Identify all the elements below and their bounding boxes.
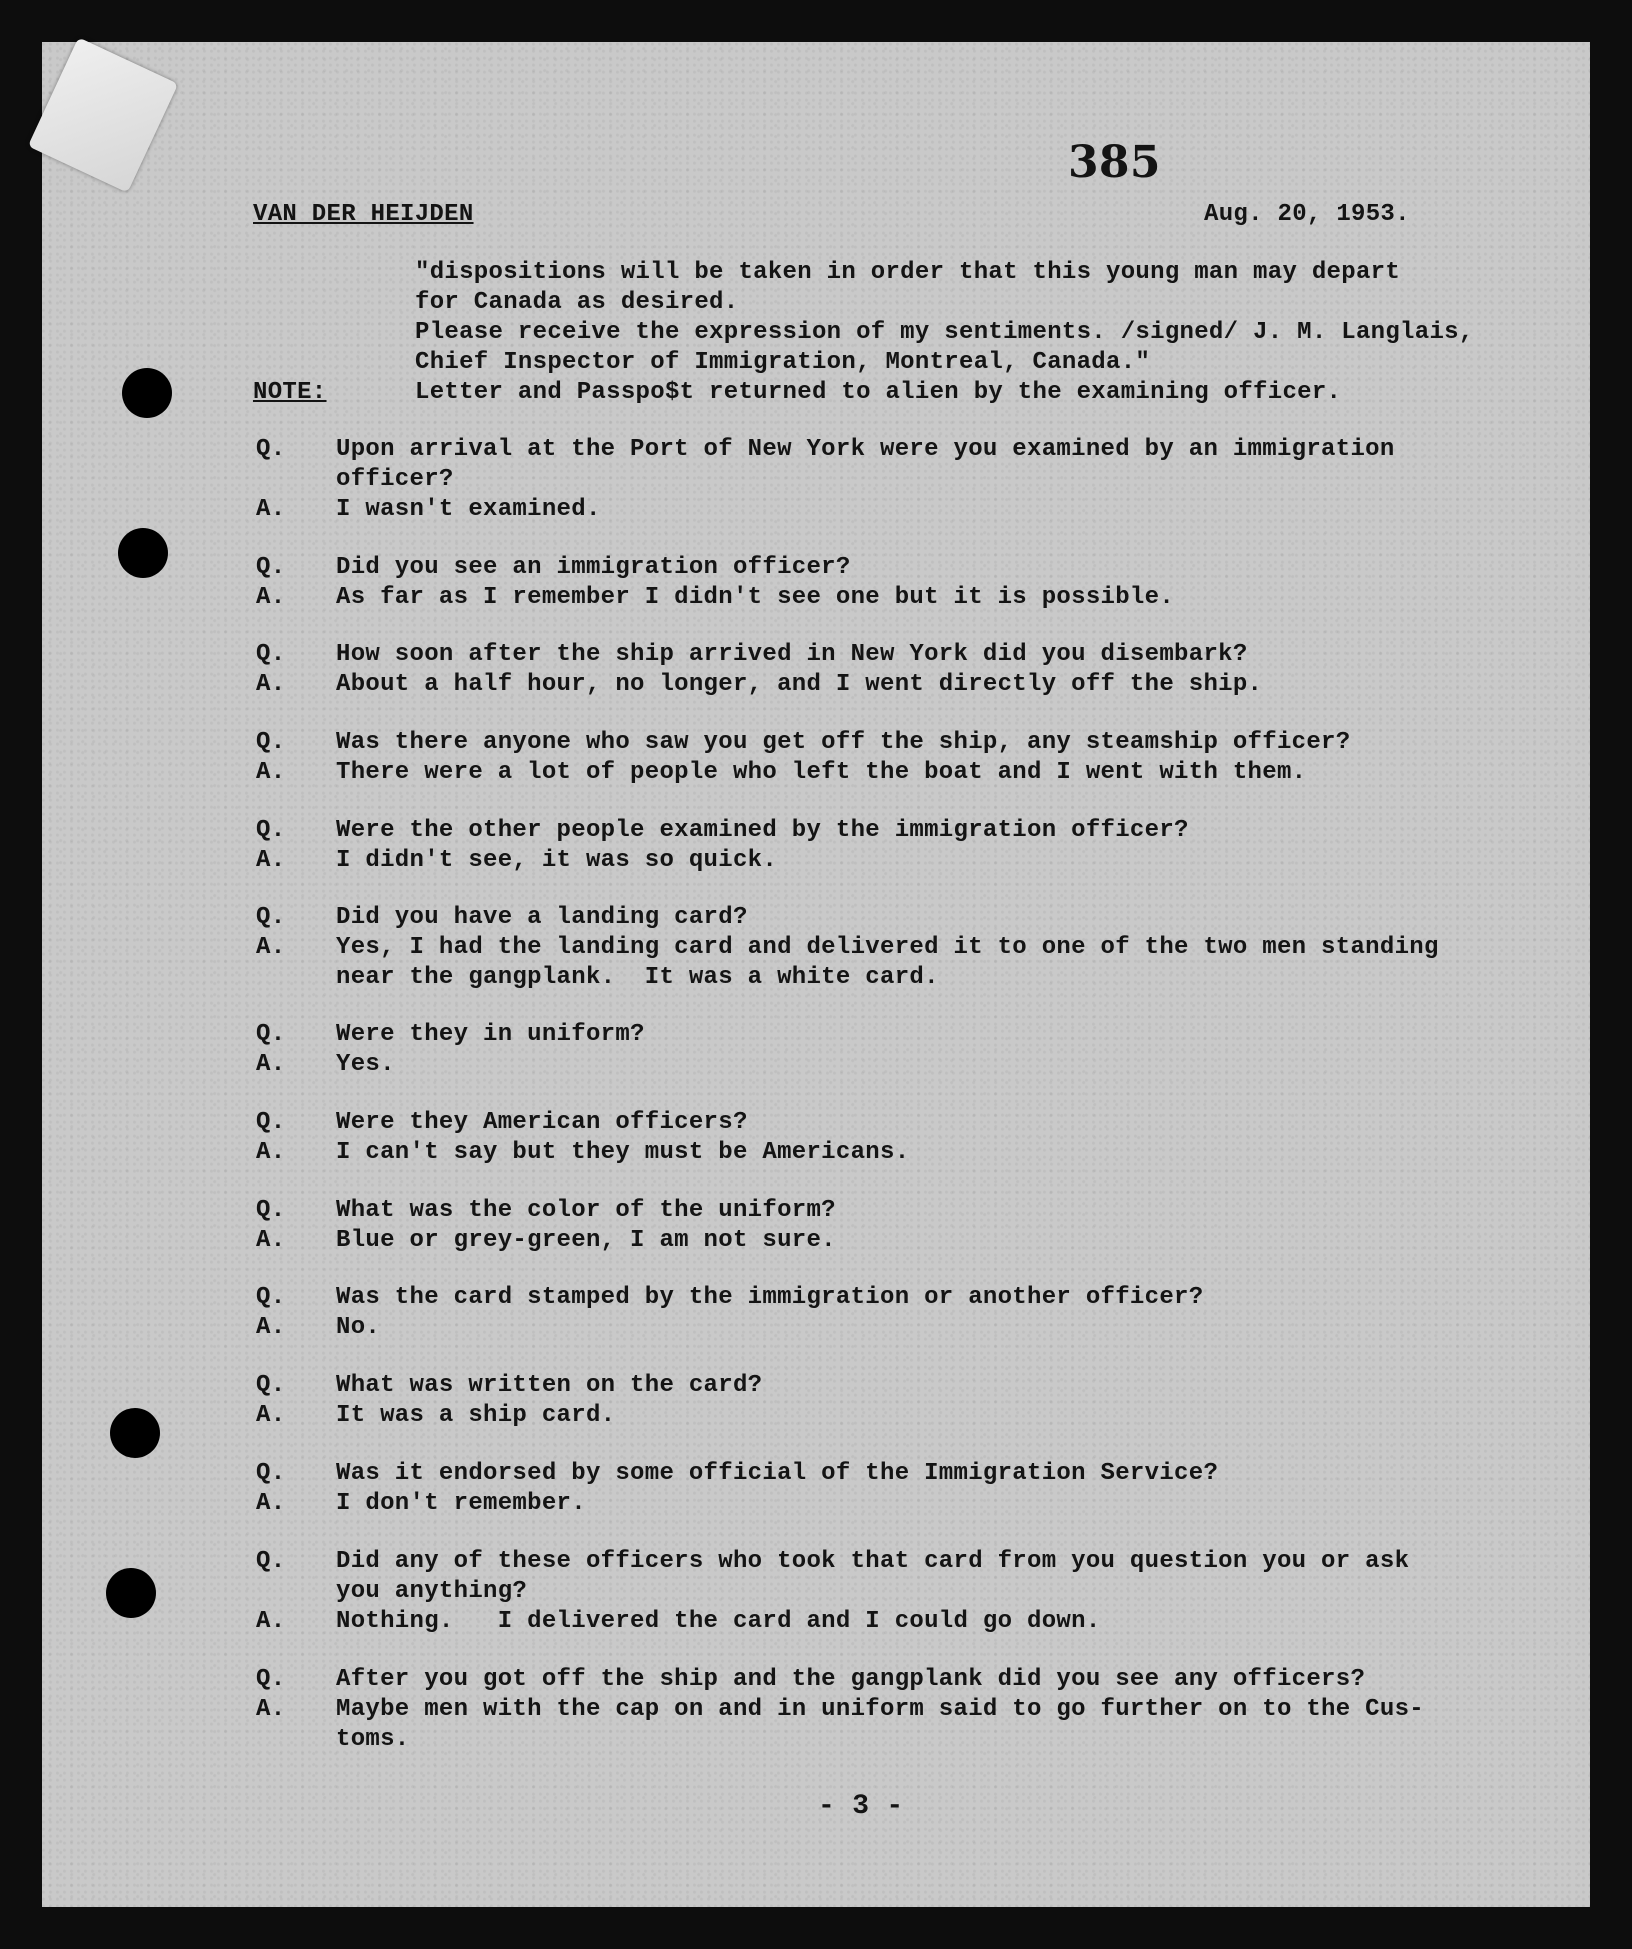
question-label: Q. [256, 554, 286, 581]
answer-label: A. [256, 496, 286, 523]
question-text: After you got off the ship and the gangplank did you see any officers? [336, 1666, 1366, 1693]
answer-label: A. [256, 1696, 286, 1723]
answer-text: I wasn't examined. [336, 496, 601, 523]
question-label: Q. [256, 817, 286, 844]
question-text: officer? [336, 466, 454, 493]
question-label: Q. [256, 1021, 286, 1048]
answer-text: Yes. [336, 1051, 395, 1078]
answer-text: About a half hour, no longer, and I went directly off the ship. [336, 671, 1263, 698]
question-label: Q. [256, 1372, 286, 1399]
question-text: What was written on the card? [336, 1372, 763, 1399]
answer-text: Maybe men with the cap on and in uniform said to go further on to the Cus- [336, 1696, 1424, 1723]
punch-hole [118, 528, 168, 578]
answer-label: A. [256, 1051, 286, 1078]
letter-line: Chief Inspector of Immigration, Montreal, Canada." [415, 349, 1151, 376]
letter-line: for Canada as desired. [415, 289, 739, 316]
question-label: Q. [256, 1197, 286, 1224]
letter-line: Please receive the expression of my sentiments. /signed/ J. M. Langlais, [415, 319, 1474, 346]
answer-text: No. [336, 1314, 381, 1341]
answer-text: near the gangplank. It was a white card. [336, 964, 939, 991]
question-text: Was the card stamped by the immigration or another officer? [336, 1284, 1204, 1311]
punch-hole [122, 368, 172, 418]
page-footer: - 3 - [818, 1791, 904, 1822]
answer-text: Blue or grey-green, I am not sure. [336, 1227, 836, 1254]
answer-label: A. [256, 1608, 286, 1635]
subject-name: VAN DER HEIJDEN [253, 201, 474, 228]
answer-label: A. [256, 1139, 286, 1166]
punch-hole [110, 1408, 160, 1458]
answer-text: It was a ship card. [336, 1402, 616, 1429]
answer-label: A. [256, 671, 286, 698]
answer-text: I can't say but they must be Americans. [336, 1139, 910, 1166]
question-text: you anything? [336, 1578, 528, 1605]
question-text: How soon after the ship arrived in New York did you disembark? [336, 641, 1248, 668]
page-number: 385 [1068, 137, 1161, 188]
question-text: Was it endorsed by some official of the Immigration Service? [336, 1460, 1219, 1487]
note-label: NOTE: [253, 379, 327, 406]
answer-label: A. [256, 847, 286, 874]
punch-hole [106, 1568, 156, 1618]
question-label: Q. [256, 904, 286, 931]
question-text: What was the color of the uniform? [336, 1197, 836, 1224]
answer-label: A. [256, 759, 286, 786]
question-text: Were they in uniform? [336, 1021, 645, 1048]
note-text: Letter and Passpo$t returned to alien by the examining officer. [415, 379, 1342, 406]
question-text: Did you see an immigration officer? [336, 554, 851, 581]
answer-label: A. [256, 1402, 286, 1429]
answer-label: A. [256, 1227, 286, 1254]
question-text: Upon arrival at the Port of New York were you examined by an immigration [336, 436, 1395, 463]
answer-text: I don't remember. [336, 1490, 586, 1517]
answer-label: A. [256, 1314, 286, 1341]
question-text: Were they American officers? [336, 1109, 748, 1136]
question-label: Q. [256, 641, 286, 668]
question-label: Q. [256, 1460, 286, 1487]
answer-text: Nothing. I delivered the card and I could go down. [336, 1608, 1101, 1635]
question-label: Q. [256, 1666, 286, 1693]
question-label: Q. [256, 436, 286, 463]
question-label: Q. [256, 729, 286, 756]
answer-text: I didn't see, it was so quick. [336, 847, 778, 874]
question-text: Did you have a landing card? [336, 904, 748, 931]
document-date: Aug. 20, 1953. [1204, 201, 1410, 228]
letter-line: "dispositions will be taken in order that this young man may depart [415, 259, 1401, 286]
answer-text: There were a lot of people who left the boat and I went with them. [336, 759, 1307, 786]
answer-label: A. [256, 584, 286, 611]
answer-label: A. [256, 1490, 286, 1517]
answer-text: toms. [336, 1726, 410, 1753]
answer-text: As far as I remember I didn't see one but it is possible. [336, 584, 1175, 611]
question-label: Q. [256, 1109, 286, 1136]
question-text: Did any of these officers who took that card from you question you or ask [336, 1548, 1410, 1575]
question-label: Q. [256, 1284, 286, 1311]
question-label: Q. [256, 1548, 286, 1575]
answer-label: A. [256, 934, 286, 961]
question-text: Was there anyone who saw you get off the ship, any steamship officer? [336, 729, 1351, 756]
answer-text: Yes, I had the landing card and delivered it to one of the two men standing [336, 934, 1439, 961]
question-text: Were the other people examined by the immigration officer? [336, 817, 1189, 844]
